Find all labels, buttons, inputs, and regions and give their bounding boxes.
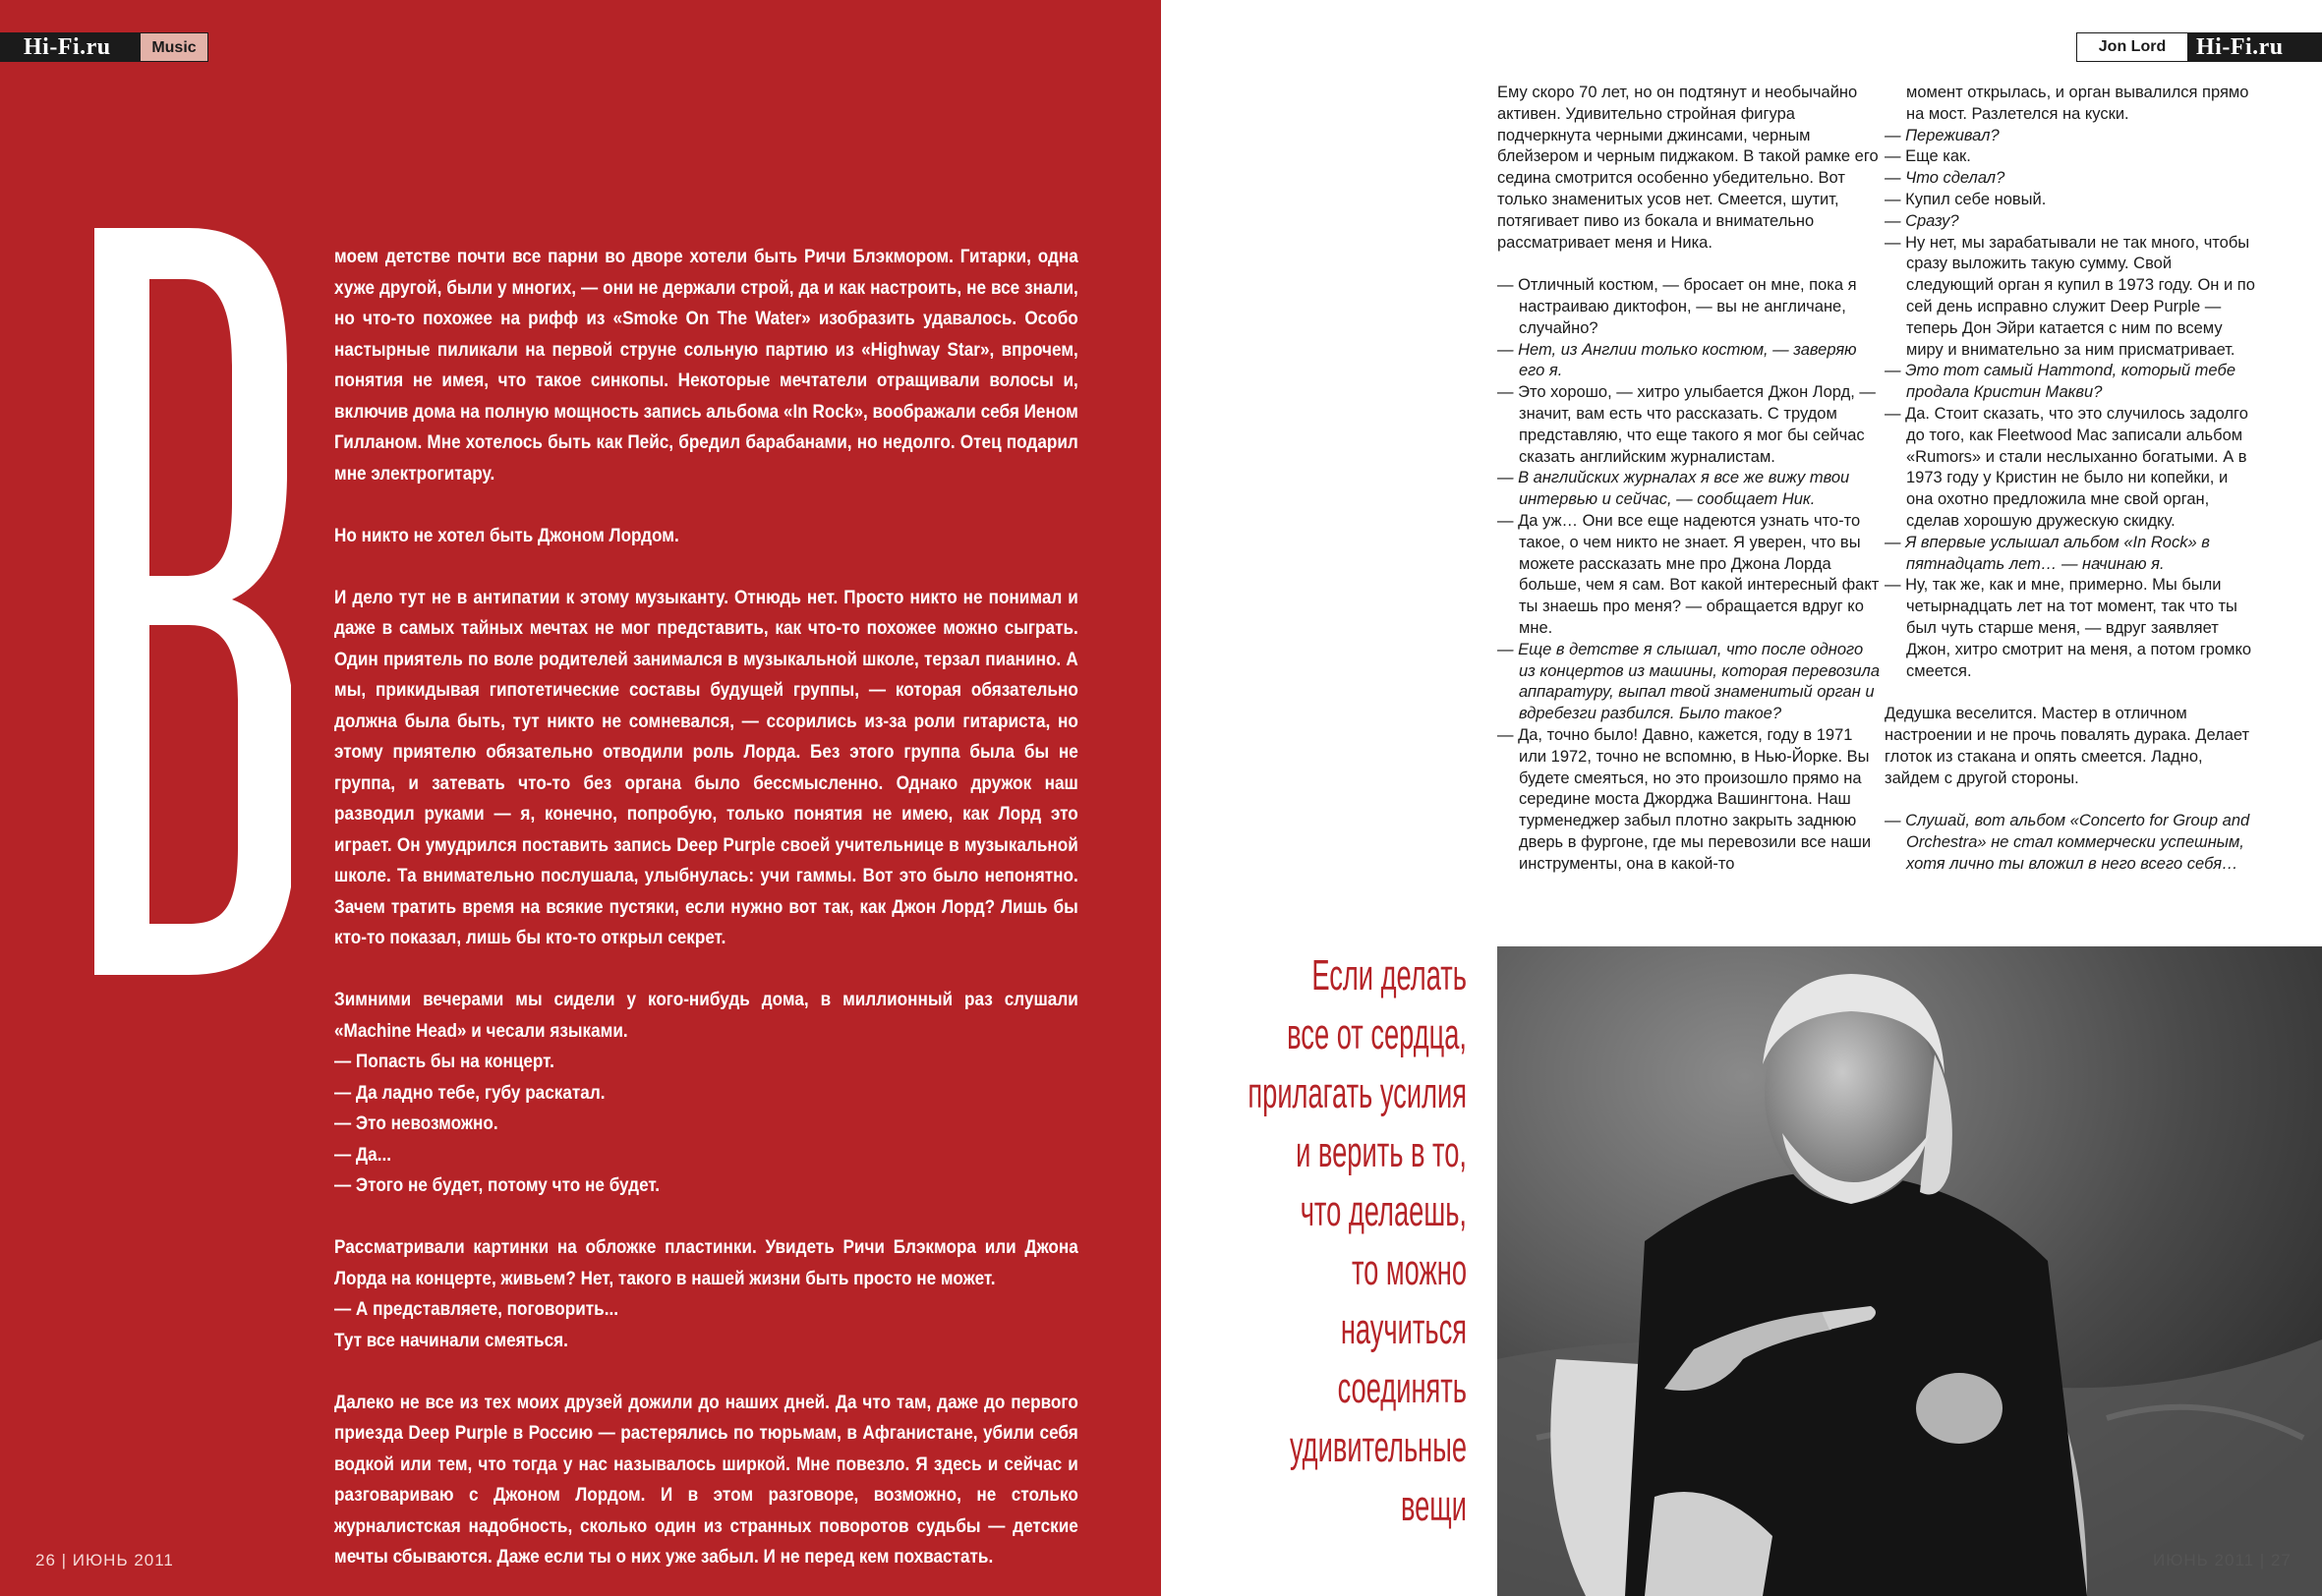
dialog-line: — Что сделал?	[1885, 169, 2005, 188]
dialog-line: — Этого не будет, потому что не будет.	[334, 1174, 661, 1196]
page-folio-right: ИЮНЬ 2011 | 27	[2153, 1551, 2292, 1569]
pull-quote-line: прилагать усилия	[1248, 1069, 1467, 1117]
dialog-line: — Нет, из Англии только костюм, — заверяю его я.	[1497, 340, 1857, 380]
portrait-photo	[1497, 946, 2322, 1596]
pull-quote-line: научиться	[1340, 1305, 1467, 1353]
dialog-line: — Да уж… Они все еще надеются узнать что-то такое, о чем никто не знает. Я уверен, что вы можете рассказать мне про Джона Лорда больше, чем я сам. Вот какой интересный факт ты знаешь про меня? — обращается вдруг ко мне.	[1497, 511, 1880, 637]
dialog-line: — Это тот самый Hammond, который тебе продала Кристин Макви?	[1885, 362, 2235, 402]
dialog-line: — Да, точно было! Давно, кажется, году в 1971 или 1972, точно не вспомню, в Нью-Йорке. Вы будете смеяться, но это произошло прямо на середине моста Джорджа Вашингтона. Наш турменеджер забыл плотно закрыть заднюю дверь в фургоне, где мы перевозили все наши инструменты, она в какой-то	[1497, 725, 1872, 873]
dialog-line: — Да. Стоит сказать, что это случилось задолго до того, как Fleetwood Mac записали альбом «Rumors» и стали неслыханно богатыми. А в 1973 году у Кристин не было ни копейки, и она охотно предложила мне свой орган, сделав хорошую дружескую скидку.	[1885, 404, 2248, 530]
dialog-line: — В английских журналах я все же вижу твои интервью и сейчас, — сообщает Ник.	[1497, 469, 1850, 509]
drop-cap	[94, 228, 291, 975]
paragraph: Зимними вечерами мы сидели у кого-нибудь дома, в миллионный раз слушали «Machine Head» и чесали языками.	[334, 989, 1078, 1042]
paragraph: Рассматривали картинки на обложке пластинки. Увидеть Ричи Блэкмора или Джона Лорда на концерте, живьем? Нет, такого в нашей жизни быть просто не может.	[334, 1236, 1078, 1289]
paragraph: Но никто не хотел быть Джоном Лордом.	[334, 524, 679, 546]
dialog-line: — Да ладно тебе, губу раскатал.	[334, 1081, 606, 1104]
pull-quote-line: Если делать	[1311, 951, 1467, 999]
dialog-line: — Купил себе новый.	[1885, 190, 2047, 208]
dialog-line: — Ну, так же, как и мне, примерно. Мы были четырнадцать лет на тот момент, так что ты был чуть старше меня, — вдруг заявляет Джон, хитро смотрит на меня, а потом громко смеется.	[1885, 576, 2252, 680]
paragraph: Далеко не все из тех моих друзей дожили до наших дней. Да что там, даже до первого приезда Deep Purple в Россию — растерялись по тюрьмам, в Афганистане, убили себя водкой или тем, что тогда у нас называлось ширкой. Мне повезло. Я здесь и сейчас и разговариваю с Джоном Лордом. И в этом разговоре, возможно, не столько журналистская надобность, сколько один из странных поворотов судьбы — детские мечты сбываются. Даже если ты о них уже забыл. И не перед кем похвастать.	[334, 1391, 1078, 1568]
interview-column-2	[1885, 83, 2256, 875]
portrait-illustration	[1497, 946, 2322, 1596]
pull-quote-line: удивительные	[1289, 1423, 1467, 1471]
dialog-line: — Это хорошо, — хитро улыбается Джон Лорд, — значит, вам есть что рассказать. С трудом представляю, что еще такого я мог бы сейчас сказать английским журналистам.	[1497, 383, 1876, 466]
dialog-line: — А представляете, поговорить...	[334, 1298, 619, 1320]
pull-quote-line: и верить в то,	[1296, 1128, 1467, 1176]
dialog-line: — Еще как.	[1885, 147, 1971, 166]
dialog-line: — Ну нет, мы зарабатывали не так много, чтобы сразу выложить такую сумму. Свой следующий орган я купил в 1973 году. Он и по сей день исправно служит Deep Purple — теперь Дон Эйри катается с ним по всему миру и внимательно за ним присматривает.	[1885, 233, 2255, 359]
pull-quote-line: вещи	[1400, 1482, 1467, 1530]
dialog-line: — Отличный костюм, — бросает он мне, пока я настраиваю диктофон, — вы не англичане, случайно?	[1497, 276, 1857, 337]
narrative-paragraph: Дедушка веселится. Мастер в отличном настроении и не прочь повалять дурака. Делает глоток из стакана и опять смеется. Ладно, зайдем с другой стороны.	[1885, 705, 2250, 787]
pull-quote-line: все от сердца,	[1287, 1010, 1467, 1058]
pull-quote	[1181, 946, 1467, 1536]
section-tag: Music	[140, 32, 208, 62]
magazine-logo-left[interactable]: Hi-Fi.ru	[0, 32, 140, 62]
dialog-line: — Сразу?	[1885, 211, 1959, 230]
dialog-line: — Еще в детстве я слышал, что после одного из концертов из машины, которая перевозила аппаратуру, выпал твой знаменитый орган и вдребезги разбился. Было такое?	[1497, 640, 1881, 723]
dialog-line: — Да...	[334, 1143, 392, 1166]
magazine-logo-right[interactable]: Hi-Fi.ru	[2188, 32, 2322, 62]
paragraph: И дело тут не в антипатии к этому музыканту. Отнюдь нет. Просто никто не понимал и даже в самых тайных мечтах не мог представить, как что-то похожее можно сыграть. Один приятель по воле родителей занимался в музыкальной школе, терзал пианино. А мы, прикидывая гипотетические составы будущей группы, — которая обязательно должна была быть, тут никто не сомневался, — ссорились из-за роли гитариста, но этому приятелю обязательно отводили роль Лорда. Без этого группа была бы не группа, и затевать что-то без органа было бессмысленно. Однако дружок наш разводил руками — я, конечно, попробую, только понятия не имею, как Лорд это играет. Он умудрился поставить запись Deep Purple своей учительнице в музыкальной школе. Та внимательно послушала, улыбнулась: учи гаммы. Вот это было непонятно. Зачем тратить время на всякие пустяки, если нужно вот так, как Джон Лорд? Лишь бы кто-то показал, лишь бы кто-то открыл секрет.	[334, 586, 1078, 948]
interview-column-1	[1497, 83, 1881, 875]
intro-paragraph: Ему скоро 70 лет, но он подтянут и необычайно активен. Удивительно стройная фигура подчеркнута черными джинсами, черным блейзером и черным пиджаком. В такой рамке его седина смотрится особенно убедительно. Вот только знаменитых усов нет. Смеется, шутит, потягивает пиво из бокала и внимательно рассматривает меня и Ника.	[1497, 84, 1879, 252]
dialog-line: — Слушай, вот альбом «Concerto for Group and Orchestra» не стал коммерчески успешным, хотя лично ты вложил в него всего себя…	[1885, 812, 2250, 873]
paragraph: моем детстве почти все парни во дворе хотели быть Ричи Блэкмором. Гитарки, одна хуже другой, были у многих, — они не держали строй, да и как настроить, не все знали, но что-то похожее на рифф из «Smoke On The Water» изобразить удавалось. Особо настырные пиликали на первой струне сольную партию из «Highway Star», впрочем, понятия не имея, что такое синкопы. Некоторые мечтатели отращивали волосы и, включив дома на полную мощность запись альбома «In Rock», воображали себя Иеном Гилланом. Мне хотелось быть как Пейс, бредил барабанами, но недолго. Отец подарил мне электрогитару.	[334, 246, 1078, 484]
article-subject-tag: Jon Lord	[2076, 32, 2188, 62]
page-folio-left: 26 | ИЮНЬ 2011	[35, 1551, 174, 1569]
dialog-line: Тут все начинали смеяться.	[334, 1329, 568, 1351]
dialog-line: момент открылась, и орган вывалился прямо на мост. Разлетелся на куски.	[1906, 84, 2249, 123]
left-body-text	[334, 242, 1078, 1596]
pull-quote-line: соединять	[1337, 1364, 1467, 1412]
dialog-line: — Я впервые услышал альбом «In Rock» в пятнадцать лет… — начинаю я.	[1885, 533, 2210, 573]
pull-quote-line: что делаешь,	[1300, 1187, 1467, 1235]
dialog-line: — Переживал?	[1885, 126, 2000, 144]
dialog-line: — Это невозможно.	[334, 1112, 498, 1134]
dialog-line: — Попасть бы на концерт.	[334, 1051, 554, 1072]
pull-quote-line: то можно	[1351, 1246, 1467, 1294]
